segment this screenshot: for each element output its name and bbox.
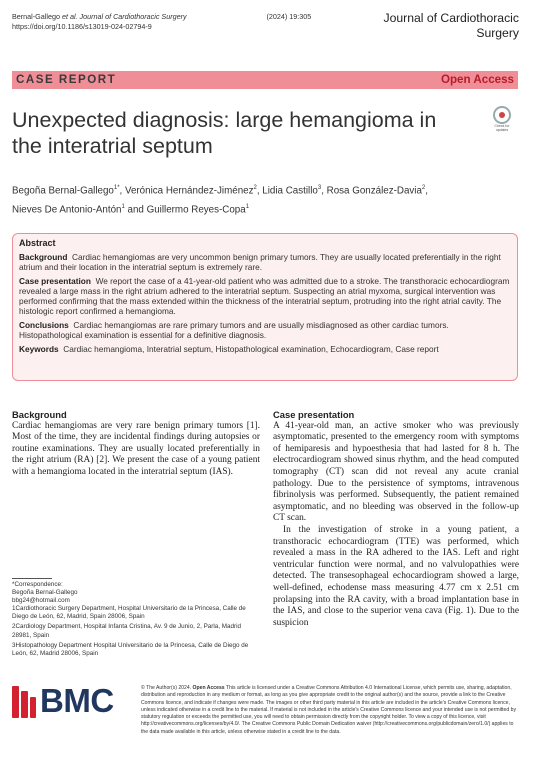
case-paragraph-1: A 41-year-old man, an active smoker who was previously asymptomatic, presented to the emergency room with symptoms of hemiparesis and hypoesthesia that had lasted for 8 h. The electrocardiogram showed sinus rhythm, and the head computed tomography (CT) scan did not reveal any acute cranial pathology. Due to the persistence of symptoms, intravenous fibrinolysis was performed. Subsequently, the patient remained asymptomatic, and no bleeding was observed in the follow-up CT scan. — [273, 420, 519, 524]
check-updates-label: Check for updates — [494, 124, 510, 132]
abstract-case-text: We report the case of a 41-year-old patient who was admitted due to a stroke. The transthoracic echocardiogram revealed a large mass in the right atrium adhered to the interatrial septum. Suspecting an atrial myxoma, surgical intervention was performed confirming that the mass extended within the thickness of the interatrial septum, protruding into the right atrial cavity. The histologic report confirmed a hemangioma. — [19, 276, 510, 316]
correspondence-block — [12, 581, 262, 658]
abstract-background-text: Cardiac hemangiomas are very uncommon benign primary tumors. They are usually located preferentially in the right atrium and their location in the interatrial septum is extremely rare. — [19, 252, 501, 272]
citation-year: (2024) 19:305 — [266, 12, 312, 21]
license-open-access: Open Access — [192, 685, 225, 691]
correspondence-name: Begoña Bernal-Gallego — [12, 589, 78, 597]
abstract-conclusions-text: Cardiac hemangiomas are rare primary tumors and are usually misdiagnosed as other cardiac tumors. Histopathological examination is essential for a definitive diagnosis. — [19, 320, 449, 340]
abstract-conclusions — [19, 320, 511, 340]
bmc-logo-text: BMC — [40, 682, 114, 719]
abstract-background-label: Background — [19, 252, 68, 262]
right-column — [273, 409, 519, 629]
abstract-keywords-label: Keywords — [19, 344, 59, 354]
check-for-updates-badge[interactable] — [488, 106, 516, 136]
abstract-case — [19, 276, 511, 316]
case-presentation-heading: Case presentation — [273, 409, 355, 420]
abstract-heading: Abstract — [19, 238, 56, 248]
license-text-block — [141, 685, 519, 736]
doi-link[interactable]: https://doi.org/10.1186/s13019-024-02794-9 — [12, 22, 152, 31]
article-title: Unexpected diagnosis: large hemangioma in the interatrial septum — [12, 108, 437, 158]
abstract-keywords — [19, 344, 511, 354]
case-paragraph-2: In the investigation of stroke in a young patient, a transthoracic echocardiogram (TTE) was performed, which revealed a mass in the RA adhered to the IAS. Left and right ventricular function were normal, and no valvulopathies were detected. The transesophageal echocardiogram showed a large, well-defined, echodense mass measuring 4.77 cm x 2.51 cm prolapsing into the RA cavity, with a broad implantation base in the IAS, and close to the superior vena cava (Fig. 1). Due to the suspicion — [273, 524, 519, 628]
license-lead: © The Author(s) 2024. — [141, 685, 192, 691]
abstract-keywords-text: Cardiac hemangioma, Interatrial septum, Histopathological examination, Echocardiogram, Case report — [63, 344, 439, 354]
journal-name: Journal of Cardiothoracic Surgery — [383, 11, 519, 40]
left-column — [12, 409, 260, 479]
abstract-box — [12, 233, 518, 381]
citation-journal: et al. Journal of Cardiothoracic Surgery — [61, 12, 187, 21]
affiliation-1: 1Cardiothoracic Surgery Department, Hospital Universitario de la Princesa, Calle de Diego de León, 62, Madrid, Spain 28006, Spain — [12, 605, 246, 621]
correspondence-label: *Correspondence: — [12, 581, 63, 588]
abstract-conclusions-label: Conclusions — [19, 320, 69, 330]
license-body: This article is licensed under a Creative Commons Attribution 4.0 International License, which permits use, sharing, adaptation, distribution and reproduction in any medium or format, as long as you give appropriate credit to the original author(s) and the source, provide a link to the Creative Commons licence, and indicate if changes were made. The images or other third party material in this article are included in the article's Creative Commons licence, unless indicated otherwise in a credit line to the material. If material is not included in the article's Creative Commons licence and your intended use is not permitted by statutory regulation or exceeds the permitted use, you will need to obtain permission directly from the copyright holder. To view a copy of this licence, visit http://creativecommons.org/licenses/by/4.0/. The Creative Commons Public Domain Dedication waiver (http://creativecommons.org/publicdomain/zero/1.0/) applies to the data made available in this article, unless otherwise stated in a credit line to the data. — [141, 685, 516, 735]
affiliation-2: 2Cardiology Department, Hospital Infanta Cristina, Av. 9 de Junio, 2, Parla, Madrid 28981, Spain — [12, 623, 242, 639]
abstract-case-label: Case presentation — [19, 276, 91, 286]
bmc-logo[interactable] — [12, 684, 128, 720]
article-type-label: CASE REPORT — [16, 73, 117, 86]
article-type-banner — [12, 71, 518, 89]
check-updates-icon — [493, 106, 511, 124]
background-heading: Background — [12, 409, 67, 420]
citation-authors: Bernal-Gallego — [12, 12, 62, 21]
background-paragraph: Cardiac hemangiomas are very rare benign primary tumors [1]. Most of the time, they are incidental findings during autopsies or routine examinations. They are usually located preferentially in the right atrium (RA) [2]. We present the case of a young patient with a hemangioma located in the interatrial septum (IAS). — [12, 420, 260, 477]
open-access-label: Open Access — [440, 73, 514, 86]
citation-line — [12, 12, 311, 22]
abstract-background — [19, 252, 511, 272]
author-list: Begoña Bernal-Gallego$^{1*}$, Verónica Hernández-Jiménez$^2$, Lidia Castillo$^3$, Rosa González-Davia$^2$, Nieves De Antonio-Antón$^1$ and Guillermo Reyes-Copa$^1$ — [12, 185, 428, 216]
citation-header — [12, 12, 311, 32]
footnote-divider — [12, 578, 52, 579]
bmc-logo-mark-icon — [12, 686, 36, 718]
correspondence-email[interactable]: bbg24@hotmail.com — [12, 597, 70, 605]
affiliation-3: 3Histopathology Department Hospital Universitario de la Princesa, Calle de Diego de León, 62, Madrid 28006, Spain — [12, 641, 249, 657]
